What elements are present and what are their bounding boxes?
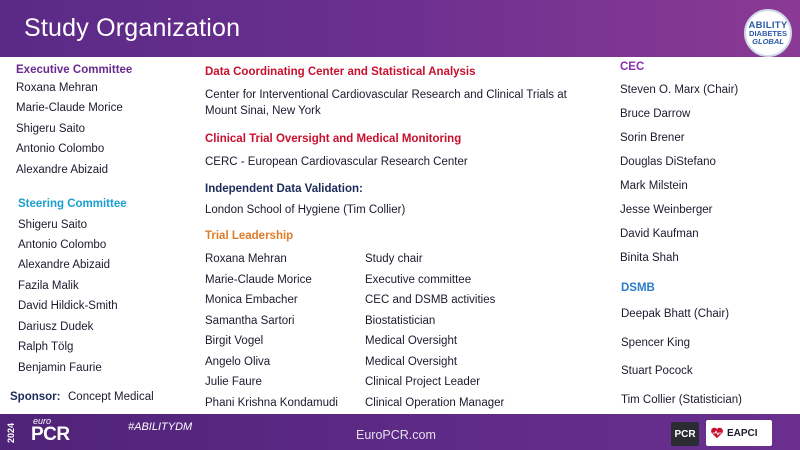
dsmb-heading: DSMB — [621, 282, 655, 294]
footer-brand-small: euro — [33, 416, 52, 426]
cec-member: Sorin Brener — [620, 132, 685, 144]
steering-member: Antonio Colombo — [18, 239, 107, 251]
dsmb-member: Stuart Pocock — [621, 365, 693, 377]
eapci-label: EAPCI — [727, 427, 758, 439]
data-coordinating-line: Center for Interventional Cardiovascular Research and Clinical Trials at — [205, 89, 567, 101]
steering-committee-heading: Steering Committee — [18, 198, 127, 210]
ability-diabetes-logo — [744, 9, 792, 57]
logo-line-2: DIABETES — [749, 29, 787, 39]
executive-member: Antonio Colombo — [16, 143, 105, 155]
leadership-name: Phani Krishna Kondamudi — [205, 397, 338, 409]
leadership-role: Biostatistician — [365, 315, 436, 327]
leadership-name: Roxana Mehran — [205, 253, 287, 265]
executive-member: Alexandre Abizaid — [16, 164, 109, 176]
cec-member: Mark Milstein — [620, 180, 688, 192]
dsmb-member: Deepak Bhatt (Chair) — [621, 308, 730, 320]
data-coordinating-line: Mount Sinai, New York — [205, 105, 321, 117]
heart-icon — [710, 426, 724, 440]
cec-member: Steven O. Marx (Chair) — [620, 84, 739, 96]
eapci-partner-logo — [706, 420, 772, 446]
oversight-heading: Clinical Trial Oversight and Medical Monitoring — [205, 133, 462, 145]
steering-member: Fazila Malik — [18, 280, 79, 292]
logo-line-3: GLOBAL — [752, 36, 784, 46]
leadership-name: Julie Faure — [205, 376, 262, 388]
sponsor-label: Sponsor: — [10, 391, 61, 403]
cec-member: David Kaufman — [620, 228, 699, 240]
steering-member: Ralph Tölg — [18, 341, 74, 353]
leadership-name: Birgit Vogel — [205, 335, 264, 347]
dsmb-member: Spencer King — [621, 337, 691, 349]
page-title: Study Organization — [24, 14, 241, 42]
steering-member: Alexandre Abizaid — [18, 259, 111, 271]
cec-member: Jesse Weinberger — [620, 204, 713, 216]
executive-member: Shigeru Saito — [16, 123, 86, 135]
leadership-name: Marie-Claude Morice — [205, 274, 312, 286]
cec-member: Bruce Darrow — [620, 108, 691, 120]
header-bar — [0, 0, 800, 57]
executive-member: Roxana Mehran — [16, 82, 98, 94]
leadership-name: Monica Embacher — [205, 294, 298, 306]
validation-value: London School of Hygiene (Tim Collier) — [205, 204, 406, 216]
oversight-value: CERC - European Cardiovascular Research Center — [205, 156, 468, 168]
steering-member: Shigeru Saito — [18, 219, 88, 231]
executive-committee-heading: Executive Committee — [16, 64, 133, 76]
footer-hashtag: #ABILITYDM — [128, 421, 193, 433]
steering-member: Benjamin Faurie — [18, 362, 102, 374]
executive-member: Marie-Claude Morice — [16, 102, 123, 114]
footer-brand-logo: PCR — [31, 424, 70, 445]
cec-member: Douglas DiStefano — [620, 156, 716, 168]
leadership-name: Angelo Oliva — [205, 356, 271, 368]
steering-member: Dariusz Dudek — [18, 321, 94, 333]
trial-leadership-heading: Trial Leadership — [205, 230, 294, 242]
pcr-partner-logo: PCR — [671, 422, 699, 446]
cec-member: Binita Shah — [620, 252, 679, 264]
cec-heading: CEC — [620, 61, 645, 73]
validation-heading: Independent Data Validation: — [205, 183, 363, 195]
data-coordinating-heading: Data Coordinating Center and Statistical Analysis — [205, 66, 476, 78]
footer-url[interactable]: EuroPCR.com — [356, 428, 436, 442]
leadership-role: Study chair — [365, 253, 423, 265]
leadership-name: Samantha Sartori — [205, 315, 295, 327]
logo-line-1: ABILITY — [748, 19, 788, 31]
leadership-role: Medical Oversight — [365, 335, 458, 347]
leadership-role: Clinical Project Leader — [365, 376, 481, 388]
leadership-role: Medical Oversight — [365, 356, 458, 368]
dsmb-member: Tim Collier (Statistician) — [621, 394, 742, 406]
leadership-role: Executive committee — [365, 274, 472, 286]
leadership-role: CEC and DSMB activities — [365, 294, 496, 306]
steering-member: David Hildick-Smith — [18, 300, 118, 312]
sponsor-value: Concept Medical — [68, 391, 154, 403]
footer-year: 2024 — [6, 422, 16, 444]
leadership-role: Clinical Operation Manager — [365, 397, 505, 409]
